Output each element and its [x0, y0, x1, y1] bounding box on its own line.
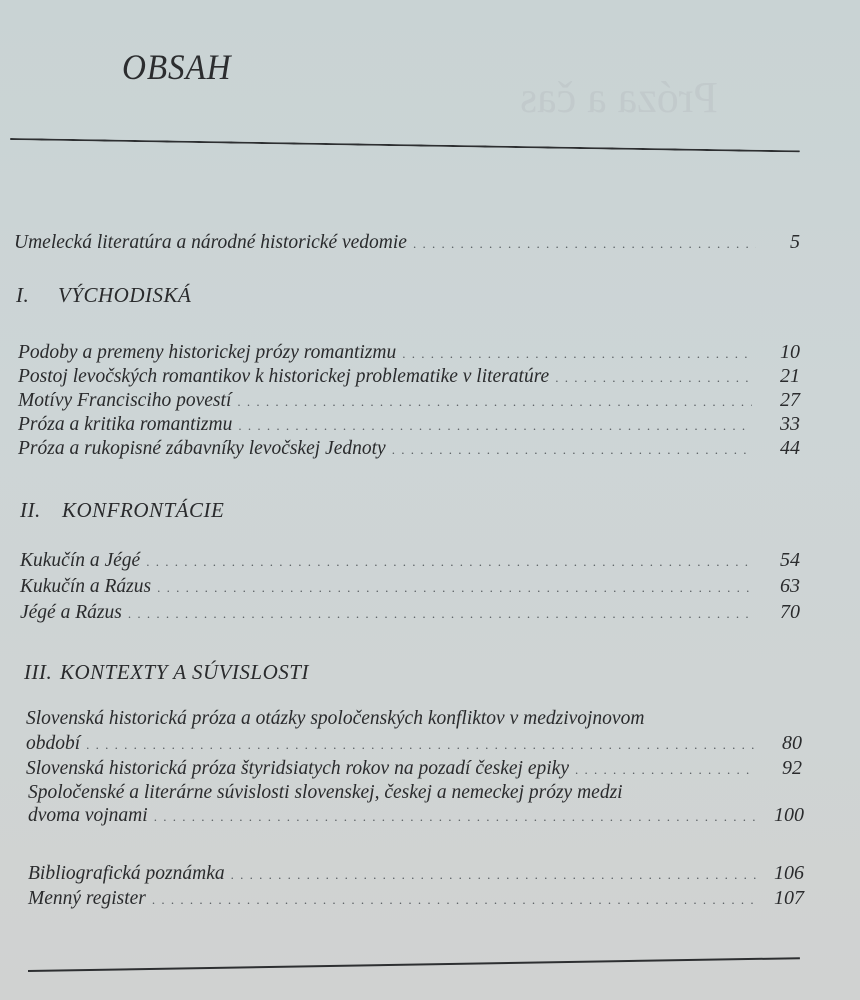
- leader-dots: [86, 733, 754, 757]
- toc-page-number: 27: [780, 389, 800, 411]
- toc-entry-label: Postoj levočských romantikov k historickej problematike v literatúre: [18, 366, 550, 387]
- toc-entry-label: Menný register: [28, 888, 146, 909]
- section-heading-1: [16, 283, 191, 308]
- top-rule-divider: [10, 138, 800, 152]
- toc-page-number: 10: [780, 341, 800, 363]
- toc-entry[interactable]: [18, 340, 800, 366]
- leader-dots: [402, 342, 752, 366]
- toc-page-number: 106: [774, 862, 804, 884]
- section-title: VÝCHODISKÁ: [58, 283, 192, 307]
- leader-dots: [146, 550, 752, 574]
- toc-entry-label: dvoma vojnami: [28, 805, 148, 826]
- leader-dots: [238, 414, 752, 438]
- section-numeral: II.: [20, 498, 41, 522]
- toc-page-number: 33: [780, 413, 800, 435]
- leader-dots: [413, 232, 756, 256]
- toc-page-number: 54: [780, 549, 800, 571]
- toc-page-number: 70: [780, 601, 800, 623]
- toc-entry-label: Umelecká literatúra a národné historické vedomie: [14, 232, 407, 253]
- toc-page-number: 5: [790, 231, 800, 253]
- toc-entry-label: Bibliografická poznámka: [28, 863, 225, 884]
- toc-entry-bibliography[interactable]: [28, 861, 804, 887]
- toc-entry[interactable]: [20, 574, 800, 600]
- section-numeral: I.: [16, 283, 30, 307]
- toc-entry[interactable]: [20, 600, 800, 626]
- leader-dots: [392, 438, 752, 462]
- toc-page-number: 21: [780, 365, 800, 387]
- toc-entry-label: Próza a kritika romantizmu: [18, 414, 233, 435]
- toc-entry[interactable]: [18, 412, 800, 438]
- toc-entry[interactable]: [26, 731, 802, 757]
- toc-entry-label: Kukučín a Jégé: [20, 550, 141, 571]
- page-title: OBSAH: [122, 47, 232, 87]
- toc-entry[interactable]: [26, 756, 802, 782]
- toc-entry-line1[interactable]: Slovenská historická próza a otázky spoločenských konfliktov v medzivojnovom: [26, 708, 645, 729]
- toc-page-number: 107: [774, 887, 804, 909]
- section-numeral: III.: [24, 660, 53, 684]
- section-heading-2: [20, 498, 224, 523]
- toc-entry-label: Slovenská historická próza štyridsiatych rokov na pozadí českej epiky: [26, 758, 569, 779]
- toc-entry-label: Jégé a Rázus: [20, 602, 122, 623]
- toc-entry-label: Próza a rukopisné zábavníky levočskej Jednoty: [18, 438, 386, 459]
- toc-entry[interactable]: [28, 803, 804, 829]
- toc-entry-intro[interactable]: [14, 230, 800, 256]
- toc-entry-label: Kukučín a Rázus: [20, 576, 152, 597]
- section-title: KONFRONTÁCIE: [62, 498, 225, 522]
- toc-entry-label: Motívy Francisciho povestí: [18, 390, 232, 411]
- toc-entry[interactable]: [20, 548, 800, 574]
- toc-entry-label: Podoby a premeny historickej prózy romantizmu: [18, 342, 397, 363]
- toc-page-number: 80: [782, 732, 802, 754]
- toc-entry[interactable]: [18, 388, 800, 414]
- toc-page-number: 44: [780, 437, 800, 459]
- toc-entry-name-index[interactable]: [28, 886, 804, 912]
- section-title: KONTEXTY A SÚVISLOSTI: [60, 660, 309, 684]
- leader-dots: [128, 602, 752, 626]
- leader-dots: [152, 888, 756, 912]
- toc-entry[interactable]: [18, 436, 800, 462]
- bottom-rule-divider: [28, 957, 800, 972]
- toc-entry-line1[interactable]: Spoločenské a literárne súvislosti slovenskej, českej a nemeckej prózy medzi: [28, 782, 623, 803]
- leader-dots: [575, 758, 754, 782]
- leader-dots: [237, 390, 752, 414]
- toc-page-number: 63: [780, 575, 800, 597]
- toc-entry[interactable]: [18, 364, 800, 390]
- bleed-through-text: Próza a čas: [520, 73, 718, 122]
- leader-dots: [157, 576, 752, 600]
- toc-entry-label: období: [26, 733, 81, 754]
- leader-dots: [231, 863, 756, 887]
- leader-dots: [555, 366, 752, 390]
- toc-page-number: 100: [774, 804, 804, 826]
- section-heading-3: [24, 660, 309, 685]
- leader-dots: [154, 805, 756, 829]
- toc-page-number: 92: [782, 757, 802, 779]
